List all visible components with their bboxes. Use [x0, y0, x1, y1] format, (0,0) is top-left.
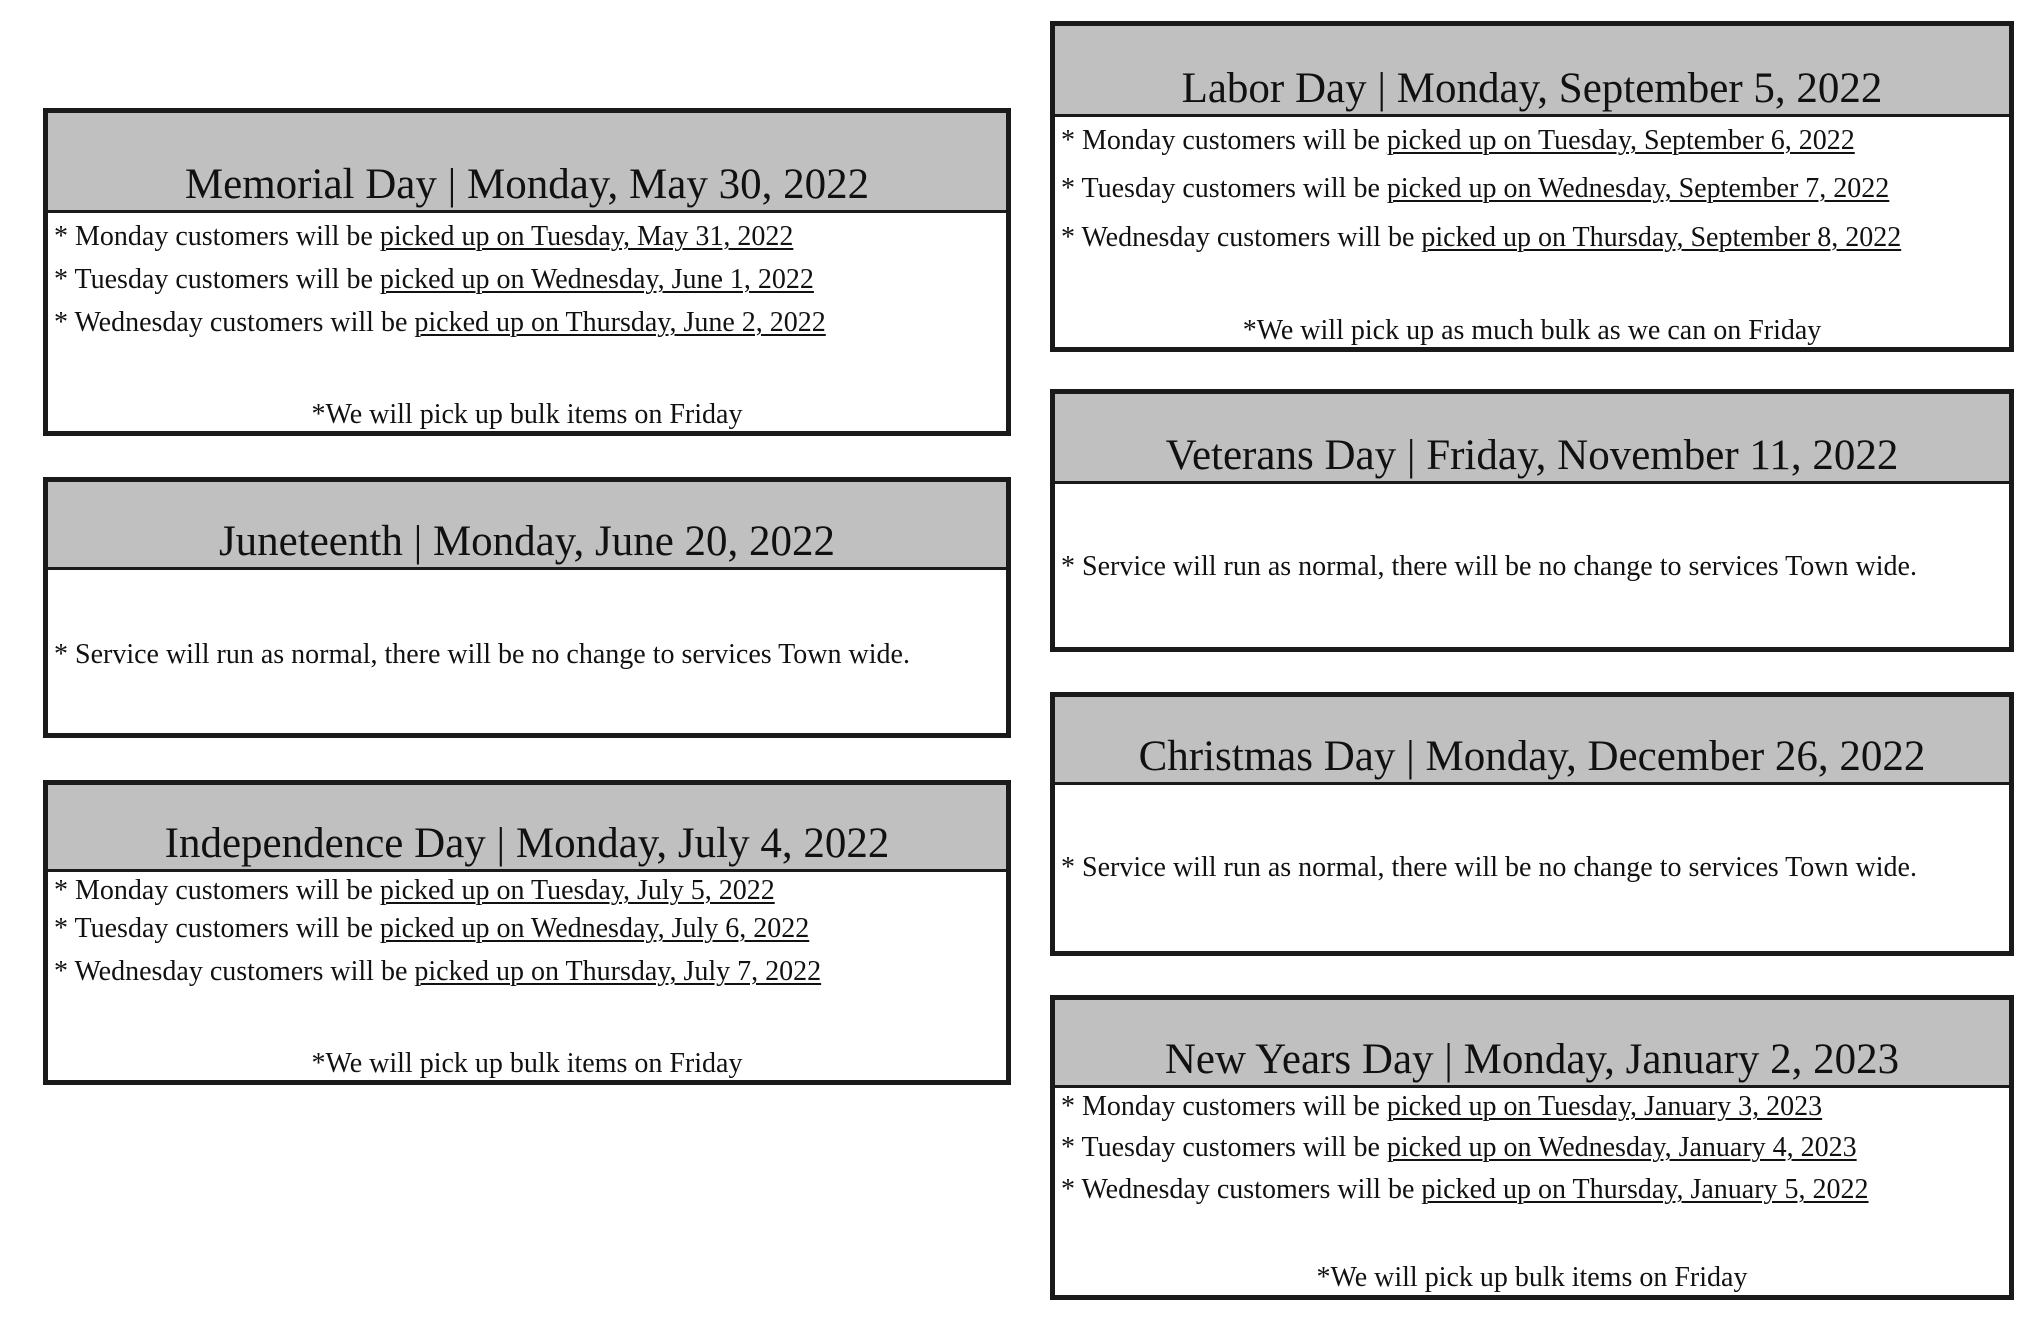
- independence-day-box: [43, 780, 1011, 1085]
- labor-day-tuesday-prefix: * Tuesday customers will be: [1061, 173, 1387, 204]
- memorial-day-box: [43, 108, 1011, 436]
- memorial-day-monday-date: picked up on Tuesday, May 31, 2022: [379, 221, 794, 252]
- christmas-day-message: * Service will run as normal, there will be no change to services Town wide.: [1061, 852, 1917, 883]
- labor-day-monday-line: [1061, 127, 1855, 155]
- new-years-day-title: New Years Day | Monday, January 2, 2023: [1055, 1000, 2009, 1088]
- independence-day-wednesday-date: picked up on Thursday, July 7, 2022: [414, 956, 822, 987]
- new-years-day-wednesday-prefix: * Wednesday customers will be: [1061, 1174, 1422, 1205]
- independence-day-monday-date: picked up on Tuesday, July 5, 2022: [379, 875, 775, 906]
- new-years-day-monday-date: picked up on Tuesday, January 3, 2023: [1386, 1091, 1823, 1122]
- veterans-day-box: [1050, 389, 2014, 652]
- memorial-day-monday-prefix: * Monday customers will be: [54, 221, 380, 252]
- veterans-day-body: [1055, 484, 2009, 647]
- independence-day-monday-prefix: * Monday customers will be: [54, 875, 380, 906]
- new-years-day-wednesday-date: picked up on Thursday, January 5, 2022: [1421, 1174, 1869, 1205]
- independence-day-tuesday-date: picked up on Wednesday, July 6, 2022: [379, 913, 810, 944]
- memorial-day-body: [48, 213, 1006, 431]
- juneteenth-body: [48, 570, 1006, 733]
- independence-day-wednesday-prefix: * Wednesday customers will be: [54, 956, 415, 987]
- new-years-day-monday-prefix: * Monday customers will be: [1061, 1091, 1387, 1122]
- independence-day-tuesday-line: [54, 915, 809, 943]
- labor-day-tuesday-date: picked up on Wednesday, September 7, 2022: [1386, 173, 1890, 204]
- memorial-day-tuesday-date: picked up on Wednesday, June 1, 2022: [379, 264, 814, 295]
- new-years-day-bulk-note: *We will pick up bulk items on Friday: [1316, 1262, 1748, 1293]
- new-years-day-box: [1050, 995, 2014, 1300]
- christmas-day-title: Christmas Day | Monday, December 26, 2022: [1055, 697, 2009, 785]
- memorial-day-monday-line: [54, 223, 793, 251]
- independence-day-body: [48, 872, 1006, 1080]
- christmas-day-box: [1050, 692, 2014, 956]
- veterans-day-title: Veterans Day | Friday, November 11, 2022: [1055, 394, 2009, 484]
- new-years-day-tuesday-date: picked up on Wednesday, January 4, 2023: [1386, 1132, 1857, 1163]
- new-years-day-body: [1055, 1088, 2009, 1295]
- memorial-day-tuesday-line: [54, 266, 814, 294]
- labor-day-monday-prefix: * Monday customers will be: [1061, 125, 1387, 156]
- labor-day-tuesday-line: [1061, 175, 1889, 203]
- veterans-day-message: * Service will run as normal, there will be no change to services Town wide.: [1061, 551, 1917, 582]
- independence-day-wednesday-line: [54, 958, 821, 986]
- new-years-day-wednesday-line: [1061, 1176, 1869, 1204]
- labor-day-wednesday-line: [1061, 224, 1901, 252]
- labor-day-box: [1050, 21, 2014, 352]
- new-years-day-monday-line: [1061, 1093, 1822, 1121]
- labor-day-title: Labor Day | Monday, September 5, 2022: [1055, 26, 2009, 117]
- memorial-day-wednesday-date: picked up on Thursday, June 2, 2022: [414, 307, 826, 338]
- labor-day-bulk-note: *We will pick up as much bulk as we can on Friday: [1242, 315, 1822, 346]
- christmas-day-body: [1055, 785, 2009, 951]
- memorial-day-tuesday-prefix: * Tuesday customers will be: [54, 264, 380, 295]
- memorial-day-wednesday-line: [54, 309, 826, 337]
- labor-day-body: [1055, 117, 2009, 347]
- independence-day-bulk-note: *We will pick up bulk items on Friday: [311, 1048, 743, 1079]
- independence-day-monday-line: [54, 877, 775, 905]
- new-years-day-tuesday-prefix: * Tuesday customers will be: [1061, 1132, 1387, 1163]
- new-years-day-tuesday-line: [1061, 1134, 1857, 1162]
- juneteenth-title: Juneteenth | Monday, June 20, 2022: [48, 482, 1006, 570]
- labor-day-monday-date: picked up on Tuesday, September 6, 2022: [1386, 125, 1855, 156]
- labor-day-wednesday-prefix: * Wednesday customers will be: [1061, 222, 1422, 253]
- memorial-day-bulk-note: *We will pick up bulk items on Friday: [311, 399, 743, 430]
- independence-day-title: Independence Day | Monday, July 4, 2022: [48, 785, 1006, 872]
- labor-day-wednesday-date: picked up on Thursday, September 8, 2022: [1421, 222, 1902, 253]
- memorial-day-title: Memorial Day | Monday, May 30, 2022: [48, 113, 1006, 213]
- juneteenth-box: [43, 477, 1011, 738]
- independence-day-tuesday-prefix: * Tuesday customers will be: [54, 913, 380, 944]
- memorial-day-wednesday-prefix: * Wednesday customers will be: [54, 307, 415, 338]
- juneteenth-message: * Service will run as normal, there will be no change to services Town wide.: [54, 639, 910, 670]
